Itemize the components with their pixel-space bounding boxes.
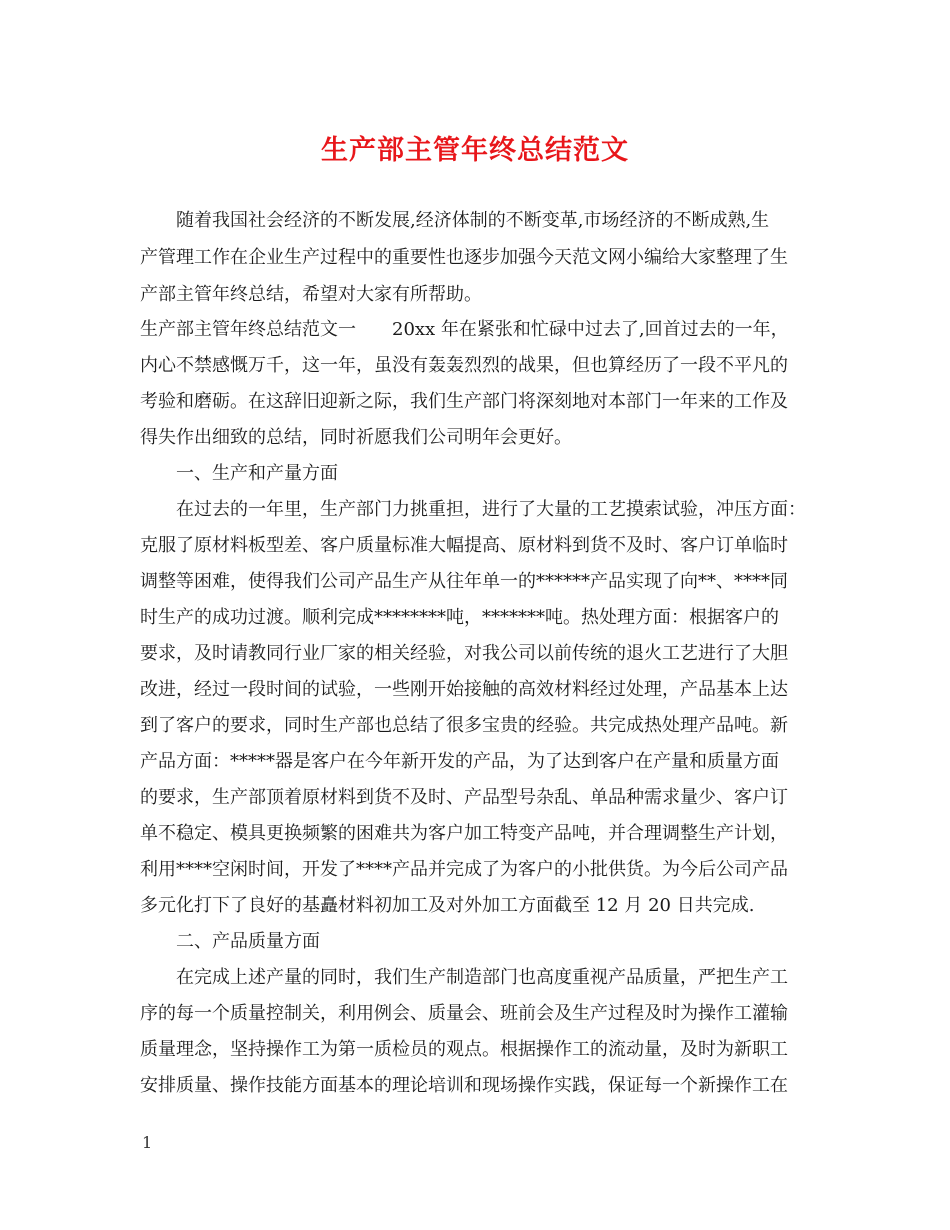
body-line: 改进，经过一段时间的试验，一些刚开始接触的高效材料经过处理，产品基本上达 (140, 679, 788, 700)
body-line: 要求，及时请教同行业厂家的相关经验，对我公司以前传统的退火工艺进行了大胆 (140, 643, 788, 664)
body-line: 利用****空闲时间，开发了****产品并完成了为客户的小批供货。为今后公司产品 (140, 859, 788, 880)
body-line: 产品方面：*****器是客户在今年新开发的产品，为了达到客户在产量和质量方面 (140, 751, 779, 772)
body-line: 产部主管年终总结，希望对大家有所帮助。 (140, 284, 482, 305)
body-line: 在完成上述产量的同时，我们生产制造部门也高度重视产品质量，严把生产工 (140, 967, 788, 988)
body-line: 克服了原材料板型差、客户质量标准大幅提高、原材料到货不及时、客户订单临时 (140, 535, 788, 556)
body-line: 单不稳定、模具更换频繁的困难共为客户加工特变产品吨，并合理调整生产计划， (140, 823, 788, 844)
body-line: 序的每一个质量控制关，利用例会、质量会、班前会及生产过程及时为操作工灌输 (140, 1003, 788, 1024)
document-title: 生产部主管年终总结范文 (321, 135, 629, 166)
body-line: 产管理工作在企业生产过程中的重要性也逐步加强今天范文网小编给大家整理了生 (140, 247, 788, 268)
page-number: 1 (142, 1133, 153, 1152)
body-line: 在过去的一年里，生产部门力挑重担，进行了大量的工艺摸索试验，冲压方面： (140, 499, 806, 520)
body-line: 考验和磨砺。在这辞旧迎新之际，我们生产部门将深刻地对本部门一年来的工作及 (140, 391, 788, 412)
body-line: 时生产的成功过渡。顺利完成********吨，*******吨。热处理方面：根据客户的 (140, 607, 779, 628)
body-line: 的要求，生产部顶着原材料到货不及时、产品型号杂乱、单品种需求量少、客户订 (140, 787, 788, 808)
body-line: 安排质量、操作技能方面基本的理论培训和现场操作实践，保证每一个新操作工在 (140, 1075, 788, 1096)
body-line: 得失作出细致的总结，同时祈愿我们公司明年会更好。 (140, 427, 572, 448)
body-line: 内心不禁感慨万千，这一年，虽没有轰轰烈烈的战果，但也算经历了一段不平凡的 (140, 355, 788, 376)
body-line: 多元化打下了良好的基矗材料初加工及对外加工方面截至 12 月 20 日共完成. (140, 895, 755, 916)
body-line: 生产部主管年终总结范文一 20xx 年在紧张和忙碌中过去了,回首过去的一年， (140, 319, 789, 340)
body-line: 调整等困难，使得我们公司产品生产从往年单一的******产品实现了向**、****同 (140, 571, 788, 592)
body-line: 随着我国社会经济的不断发展,经济体制的不断变革,市场经济的不断成熟,生 (140, 210, 770, 231)
body-line: 到了客户的要求，同时生产部也总结了很多宝贵的经验。共完成热处理产品吨。新 (140, 715, 788, 736)
body-line: 质量理念，坚持操作工为第一质检员的观点。根据操作工的流动量，及时为新职工 (140, 1039, 788, 1060)
section-heading: 二、产品质量方面 (140, 931, 320, 952)
section-heading: 一、生产和产量方面 (140, 463, 338, 484)
